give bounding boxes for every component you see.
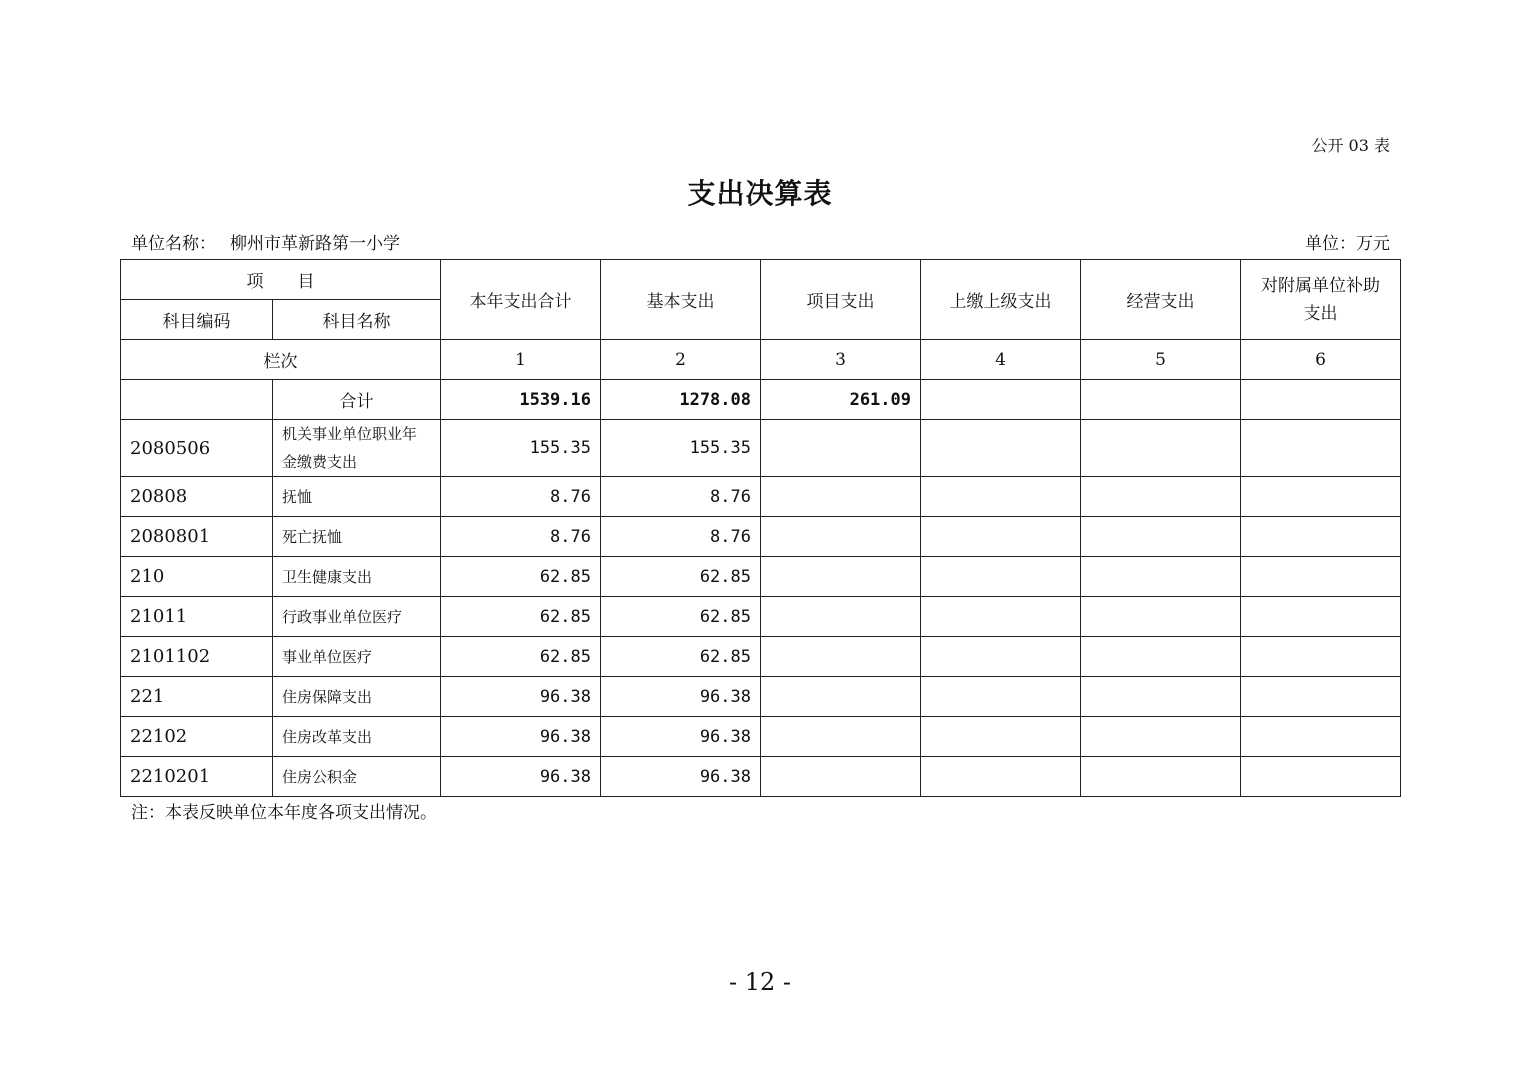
row-basic: 96.38: [601, 757, 761, 797]
row-business: [1081, 677, 1241, 717]
row-subsidy: [1241, 477, 1401, 517]
table-body: [121, 420, 1401, 797]
row-business: [1081, 420, 1241, 477]
header-col-project: 项目支出: [761, 260, 921, 340]
row-total: 96.38: [441, 677, 601, 717]
row-total: 62.85: [441, 557, 601, 597]
table-row: [121, 597, 1401, 637]
row-total: 155.35: [441, 420, 601, 477]
page-number: - 12 -: [728, 968, 791, 996]
header-row-1: [121, 260, 1401, 300]
row-name: 抚恤: [273, 477, 441, 517]
row-project: [761, 637, 921, 677]
row-code: 221: [121, 677, 273, 717]
row-total: 8.76: [441, 517, 601, 557]
row-project: [761, 757, 921, 797]
row-business: [1081, 477, 1241, 517]
row-project: [761, 717, 921, 757]
table-row: [121, 557, 1401, 597]
row-upper: [921, 557, 1081, 597]
row-business: [1081, 517, 1241, 557]
total-row: [121, 380, 1401, 420]
header-col-basic: 基本支出: [601, 260, 761, 340]
row-total: 62.85: [441, 597, 601, 637]
row-basic: 8.76: [601, 517, 761, 557]
row-business: [1081, 557, 1241, 597]
row-subsidy: [1241, 557, 1401, 597]
row-name: 卫生健康支出: [273, 557, 441, 597]
row-upper: [921, 597, 1081, 637]
row-upper: [921, 477, 1081, 517]
row-upper: [921, 757, 1081, 797]
header-col-business: 经营支出: [1081, 260, 1241, 340]
total-row-upper: [921, 380, 1081, 420]
row-total: 62.85: [441, 637, 601, 677]
row-total: 96.38: [441, 717, 601, 757]
row-project: [761, 597, 921, 637]
row-basic: 62.85: [601, 597, 761, 637]
row-subsidy: [1241, 717, 1401, 757]
table-row: [121, 517, 1401, 557]
form-code-label: 公开 03 表: [1311, 136, 1390, 155]
row-project: [761, 677, 921, 717]
row-subsidy: [1241, 757, 1401, 797]
row-code: 2210201: [121, 757, 273, 797]
column-index-3: 3: [761, 340, 921, 380]
table-row: [121, 420, 1401, 477]
total-row-basic: 1278.08: [601, 380, 761, 420]
row-total: 8.76: [441, 477, 601, 517]
row-name: 机关事业单位职业年金缴费支出: [273, 420, 441, 477]
row-business: [1081, 717, 1241, 757]
row-subsidy: [1241, 677, 1401, 717]
row-project: [761, 517, 921, 557]
row-basic: 62.85: [601, 557, 761, 597]
total-row-project: 261.09: [761, 380, 921, 420]
currency-unit-label: 单位：万元: [1305, 234, 1390, 254]
unit-name-group: [131, 229, 400, 254]
row-code: 21011: [121, 597, 273, 637]
row-upper: [921, 517, 1081, 557]
table-note: 注：本表反映单位本年度各项支出情况。: [131, 803, 437, 823]
header-col-subsidy: 对附属单位补助支出: [1241, 260, 1401, 340]
row-name: 住房公积金: [273, 757, 441, 797]
header-col-total: 本年支出合计: [441, 260, 601, 340]
row-project: [761, 477, 921, 517]
row-upper: [921, 677, 1081, 717]
column-index-row: [121, 340, 1401, 380]
row-upper: [921, 420, 1081, 477]
total-row-total: 1539.16: [441, 380, 601, 420]
table-row: [121, 757, 1401, 797]
header-subject-code: 科目编码: [121, 300, 273, 340]
row-subsidy: [1241, 517, 1401, 557]
row-code: 2080506: [121, 420, 273, 477]
row-total: 96.38: [441, 757, 601, 797]
total-row-business: [1081, 380, 1241, 420]
total-row-code: [121, 380, 273, 420]
row-basic: 62.85: [601, 637, 761, 677]
row-subsidy: [1241, 420, 1401, 477]
row-basic: 155.35: [601, 420, 761, 477]
row-code: 2080801: [121, 517, 273, 557]
row-name: 行政事业单位医疗: [273, 597, 441, 637]
row-upper: [921, 717, 1081, 757]
column-index-5: 5: [1081, 340, 1241, 380]
row-name: 事业单位医疗: [273, 637, 441, 677]
row-code: 22102: [121, 717, 273, 757]
table-row: [121, 477, 1401, 517]
column-index-6: 6: [1241, 340, 1401, 380]
row-basic: 8.76: [601, 477, 761, 517]
row-business: [1081, 637, 1241, 677]
column-index-1: 1: [441, 340, 601, 380]
column-index-label: 栏次: [121, 340, 441, 380]
expenditure-table: [120, 259, 1401, 797]
table-row: [121, 637, 1401, 677]
row-subsidy: [1241, 597, 1401, 637]
row-project: [761, 420, 921, 477]
total-row-label: 合计: [273, 380, 441, 420]
column-index-4: 4: [921, 340, 1081, 380]
document-title: 支出决算表: [687, 177, 833, 210]
row-subsidy: [1241, 637, 1401, 677]
column-index-2: 2: [601, 340, 761, 380]
header-item: 项 目: [121, 260, 441, 300]
table-row: [121, 677, 1401, 717]
row-code: 20808: [121, 477, 273, 517]
document-meta: [131, 229, 1390, 254]
row-business: [1081, 757, 1241, 797]
row-name: 住房改革支出: [273, 717, 441, 757]
unit-name-label: 单位名称：: [131, 234, 216, 254]
header-col-upper: 上缴上级支出: [921, 260, 1081, 340]
row-project: [761, 557, 921, 597]
row-code: 2101102: [121, 637, 273, 677]
row-basic: 96.38: [601, 717, 761, 757]
row-name: 住房保障支出: [273, 677, 441, 717]
header-subject-name: 科目名称: [273, 300, 441, 340]
row-business: [1081, 597, 1241, 637]
total-row-subsidy: [1241, 380, 1401, 420]
table-row: [121, 717, 1401, 757]
row-code: 210: [121, 557, 273, 597]
row-upper: [921, 637, 1081, 677]
unit-name-value: 柳州市革新路第一小学: [230, 234, 400, 254]
row-basic: 96.38: [601, 677, 761, 717]
row-name: 死亡抚恤: [273, 517, 441, 557]
